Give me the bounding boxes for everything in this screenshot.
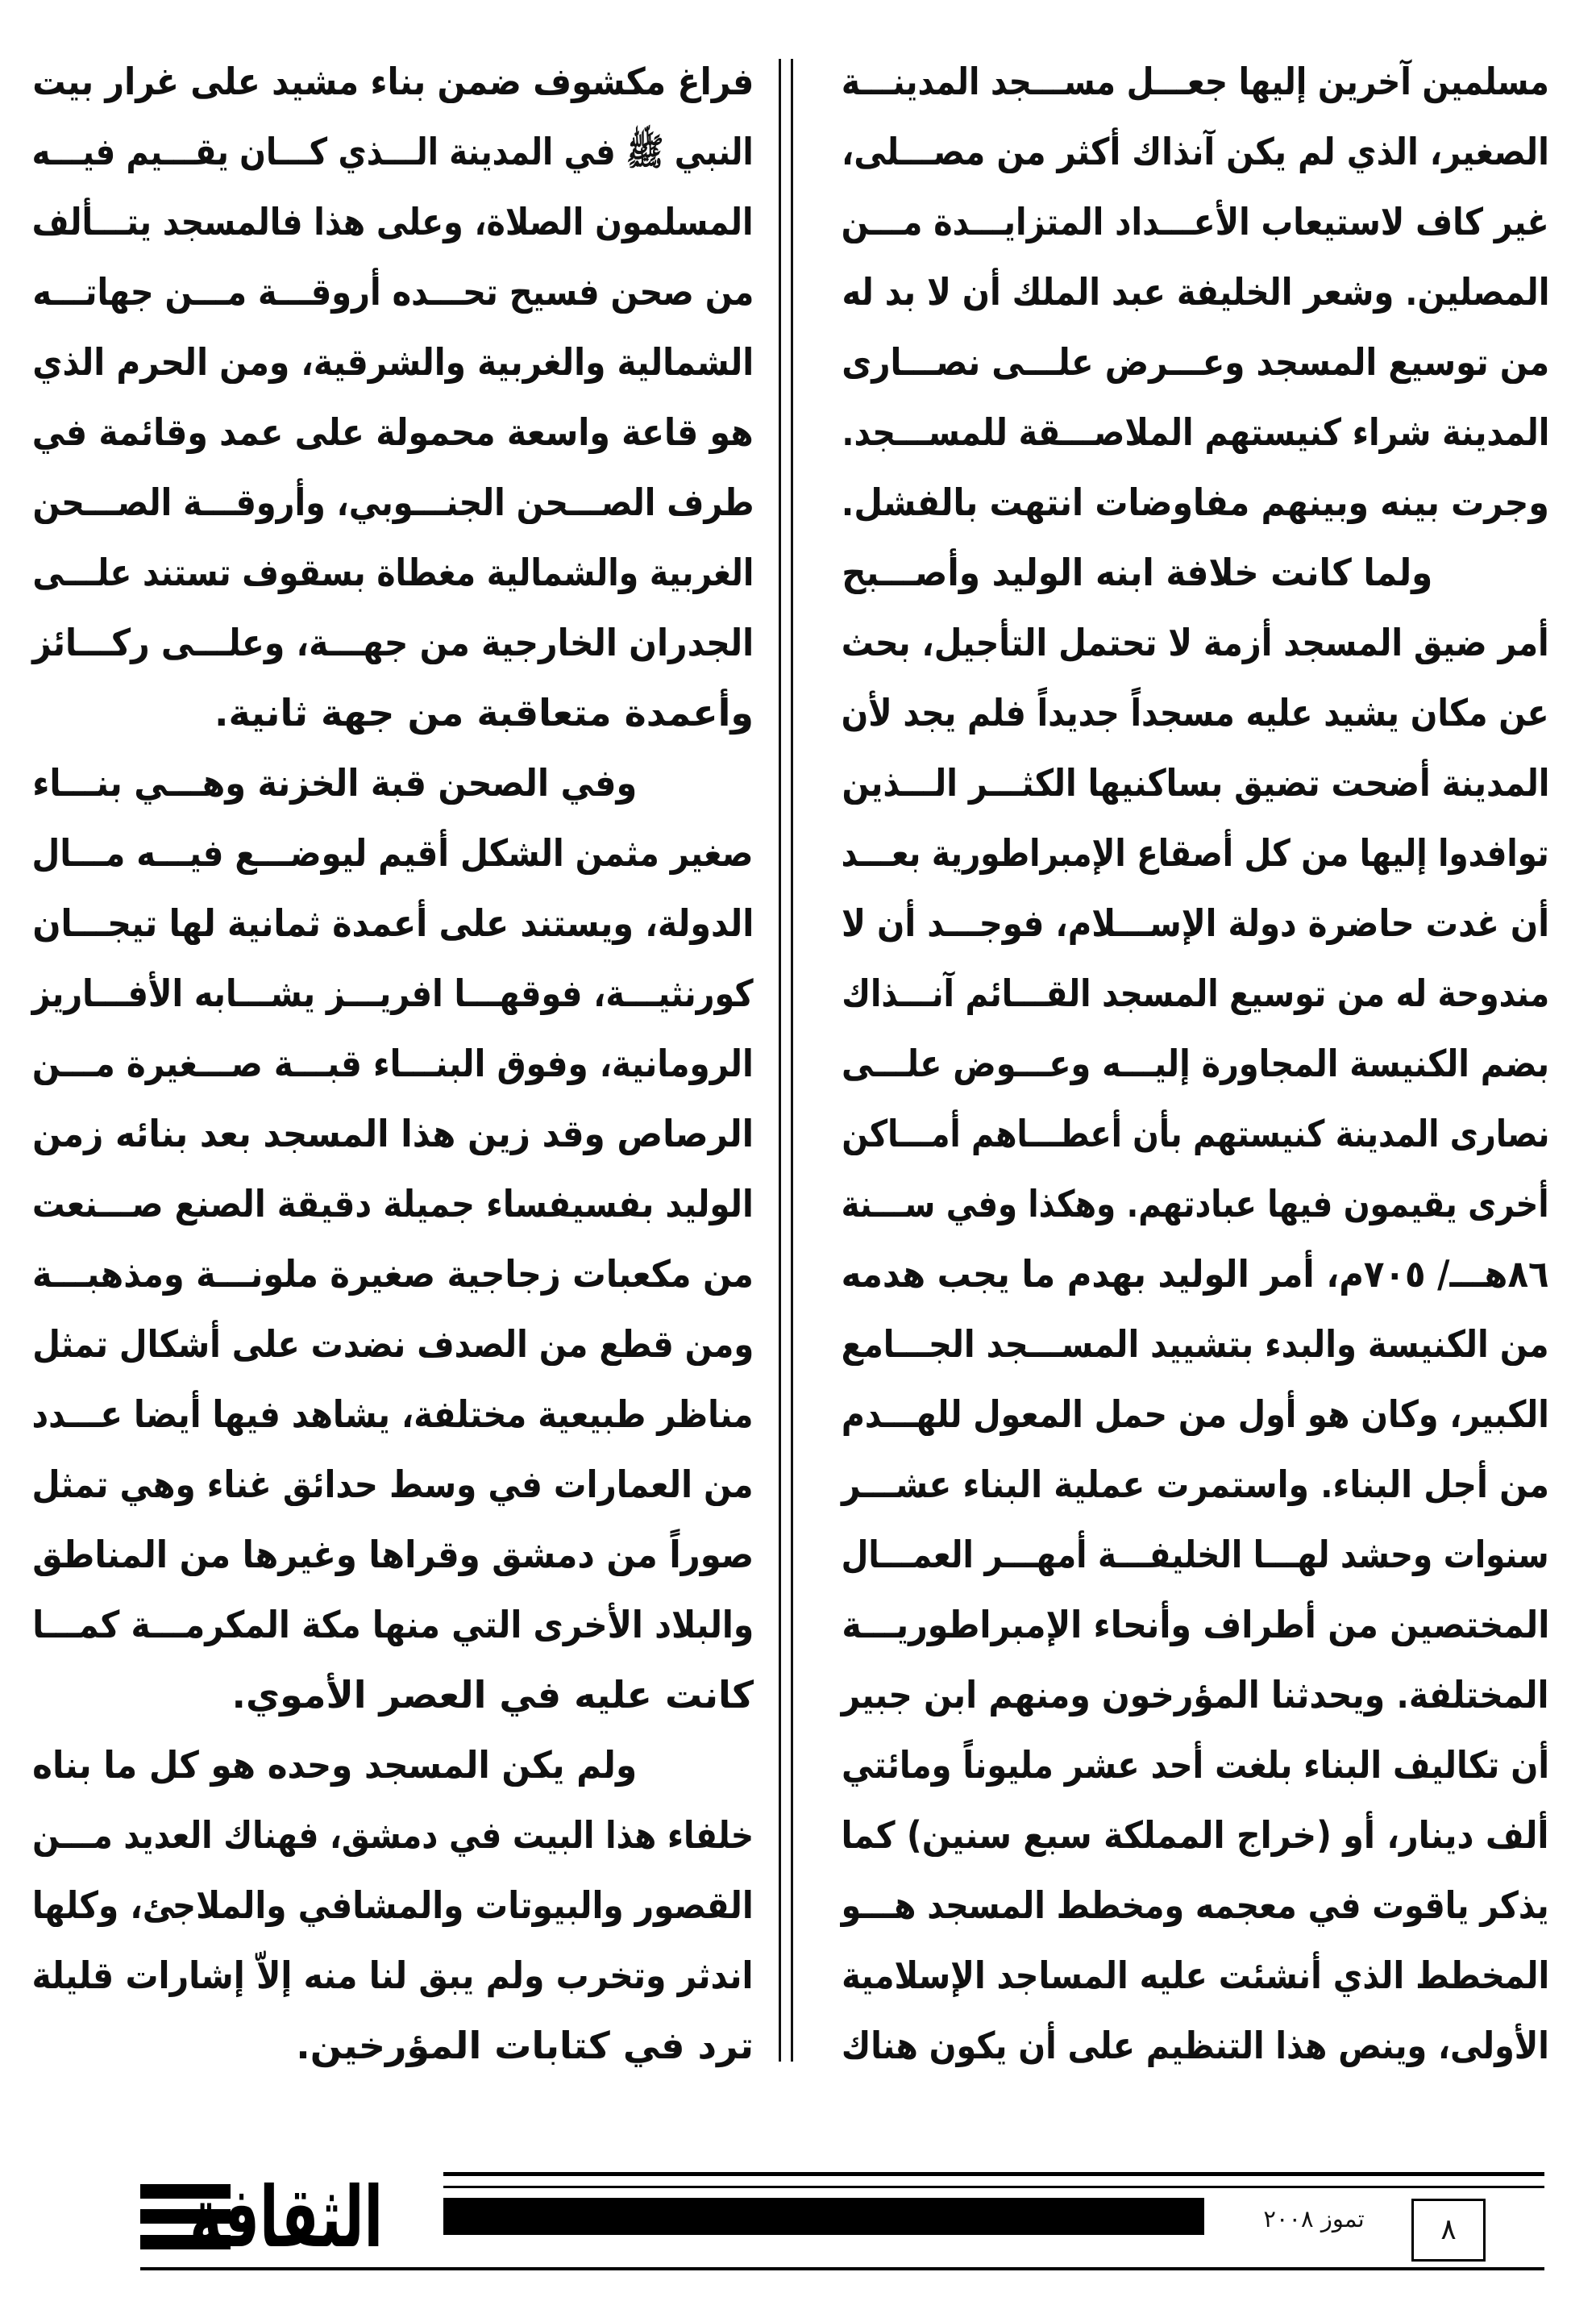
text-line — [842, 117, 1549, 187]
text-line-content: عن مكان يشيد عليه مسجداً جديداً فلم يجد لأن — [842, 691, 1549, 734]
paragraph — [32, 47, 754, 748]
text-line-content: المسلمون الصلاة، وعلى هذا فالمسجد يتـــألف — [32, 200, 754, 243]
text-line — [842, 1450, 1549, 1520]
magazine-logo-text: الثقافة — [189, 2168, 383, 2266]
column-divider-rule — [791, 59, 793, 2062]
text-line — [32, 1660, 754, 1730]
text-line-content: والبلاد الأخرى التي منها مكة المكرمـــة كمـــا — [32, 1603, 754, 1646]
text-line-content: النبي ﷺ في المدينة الـــذي كـــان يقـــيم فيـــه — [32, 130, 754, 173]
text-line-content: طرف الصـــحن الجنـــوبي، وأروقـــة الصـــحن — [32, 481, 754, 524]
text-line-content: توافدوا إليها من كل أصقاع الإمبراطورية بعـــد — [842, 831, 1549, 875]
text-line — [842, 818, 1549, 888]
text-line — [842, 1941, 1549, 2011]
text-line-content: أن غدت حاضرة دولة الإســـلام، فوجـــد أن لا — [842, 901, 1549, 945]
text-line-content: كورنثيـــة، فوقهـــا افريـــز يشـــابه الأفـــاريز — [32, 972, 754, 1015]
text-line-content: المدينة أضحت تضيق بساكنيها الكثـــر الـــذين — [842, 761, 1549, 805]
text-line-content: أخرى يقيمون فيها عبادتهم. وهكذا وفي ســـنة — [842, 1182, 1549, 1226]
text-line-content: المدينة شراء كنيستهم الملاصـــقة للمســـجد. — [842, 410, 1549, 454]
footer-bottom-rule — [140, 2267, 1544, 2270]
text-line-content: الكبير، وكان هو أول من حمل المعول للهـــدم — [842, 1392, 1549, 1436]
text-line-content: بضم الكنيسة المجاورة إليـــه وعـــوض علـــى — [842, 1042, 1549, 1085]
text-line-content: ٨٦هـــ/ ٧٠٥م، أمر الوليد بهدم ما يجب هدمه — [842, 1252, 1549, 1296]
text-line — [32, 538, 754, 608]
text-line — [32, 1099, 754, 1169]
text-line — [842, 1379, 1549, 1450]
text-line — [32, 888, 754, 959]
text-line — [32, 748, 754, 818]
footer-top-rule — [443, 2186, 1544, 2188]
text-line — [842, 468, 1549, 538]
text-line — [842, 1800, 1549, 1870]
paragraph — [842, 47, 1549, 538]
paragraph — [32, 1730, 754, 2081]
magazine-logo — [189, 2167, 432, 2267]
text-line-content: الشمالية والغربية والشرقية، ومن الحرم الذي — [32, 340, 754, 384]
text-line-content: خلفاء هذا البيت في دمشق، فهناك العديد مـــن — [32, 1813, 754, 1857]
text-line — [842, 608, 1549, 678]
text-line-content: ألف دينار، أو (خراج المملكة سبع سنين) كما — [842, 1813, 1549, 1857]
text-line — [32, 257, 754, 327]
text-line-content: فراغ مكشوف ضمن بناء مشيد على غرار بيت — [32, 60, 754, 103]
text-line-content: ولما كانت خلافة ابنه الوليد وأصـــبح — [842, 551, 1432, 594]
text-line — [32, 678, 754, 748]
text-line-content: الرومانية، وفوق البنـــاء قبـــة صـــغيرة مـــن — [32, 1042, 754, 1085]
footer-thick-band — [443, 2198, 1204, 2235]
text-line-content: المصلين. وشعر الخليفة عبد الملك أن لا بد له — [842, 270, 1549, 314]
text-line-content: الدولة، ويستند على أعمدة ثمانية لها تيجـــان — [32, 901, 754, 945]
footer-top-rule — [443, 2172, 1544, 2176]
column-divider-rule — [779, 59, 781, 2062]
text-line-content: الوليد بفسيفساء جميلة دقيقة الصنع صـــنعت — [32, 1182, 754, 1226]
text-column-right — [842, 47, 1549, 2081]
text-line-content: يذكر ياقوت في معجمه ومخطط المسجد هـــو — [842, 1883, 1549, 1927]
text-line — [32, 1029, 754, 1099]
text-line — [842, 1169, 1549, 1239]
text-line-content: الغربية والشمالية مغطاة بسقوف تستند علـــى — [32, 551, 754, 594]
text-line-content: من الكنيسة والبدء بتشييد المســـجد الجـــامع — [842, 1322, 1549, 1366]
text-line-content: ولم يكن المسجد وحده هو كل ما بناه — [32, 1743, 637, 1787]
text-line — [32, 1520, 754, 1590]
paragraph — [842, 538, 1549, 2081]
text-line-content: نصارى المدينة كنيستهم بأن أعطـــاهم أمـــاكن — [842, 1112, 1549, 1155]
text-line — [32, 1800, 754, 1870]
text-line-content: وجرت بينه وبينهم مفاوضات انتهت بالفشل. — [842, 481, 1549, 524]
text-line-content: هو قاعة واسعة محمولة على عمد وقائمة في — [32, 410, 754, 454]
text-line — [32, 818, 754, 888]
text-line-content: من أجل البناء. واستمرت عملية البناء عشـــر — [842, 1463, 1549, 1506]
text-line — [32, 1309, 754, 1379]
text-line — [32, 1239, 754, 1309]
text-line-content: مسلمين آخرين إليها جعـــل مســـجد المدينـــة — [842, 60, 1549, 103]
text-line — [32, 187, 754, 257]
text-line — [842, 678, 1549, 748]
text-line — [842, 748, 1549, 818]
text-line-content: كانت عليه في العصر الأموي. — [231, 1673, 754, 1717]
text-line — [842, 1239, 1549, 1309]
text-line — [842, 1309, 1549, 1379]
text-line — [32, 117, 754, 187]
text-line — [842, 1660, 1549, 1730]
text-line — [32, 1941, 754, 2011]
text-line — [842, 47, 1549, 117]
text-line — [842, 888, 1549, 959]
text-line-content: الرصاص وقد زين هذا المسجد بعد بنائه زمن — [32, 1112, 754, 1155]
text-line-content: صوراً من دمشق وقراها وغيرها من المناطق — [32, 1533, 754, 1576]
text-line — [842, 1029, 1549, 1099]
text-line-content: مندوحة له من توسيع المسجد القـــائم آنـــذاك — [842, 972, 1549, 1015]
text-line — [32, 608, 754, 678]
text-line — [842, 1730, 1549, 1800]
page-number: ٨ — [1440, 2213, 1457, 2246]
issue-date: تموز ٢٠٠٨ — [1263, 2205, 1365, 2233]
text-line — [842, 397, 1549, 468]
text-line — [842, 187, 1549, 257]
page-number-box — [1411, 2199, 1486, 2262]
text-line — [32, 397, 754, 468]
text-line — [842, 2011, 1549, 2081]
text-line — [32, 1590, 754, 1660]
text-line-content: المخطط الذي أنشئت عليه المساجد الإسلامية — [842, 1954, 1549, 1997]
text-line-content: الأولى، وينص هذا التنظيم على أن يكون هناك — [842, 2024, 1549, 2067]
text-line — [842, 257, 1549, 327]
text-line-content: الجدران الخارجية من جهـــة، وعلـــى ركـــائز — [32, 621, 754, 664]
text-line — [32, 1870, 754, 1941]
text-line-content: صغير مثمن الشكل أقيم ليوضـــع فيـــه مـــال — [32, 831, 754, 875]
text-line — [32, 1379, 754, 1450]
text-line — [32, 2011, 754, 2081]
text-line-content: مناظر طبيعية مختلفة، يشاهد فيها أيضا عـــدد — [32, 1392, 754, 1436]
text-line-content: اندثر وتخرب ولم يبق لنا منه إلاّ إشارات قليلة — [32, 1954, 754, 1997]
text-line-content: القصور والبيوتات والمشافي والملاجئ، وكلها — [32, 1883, 754, 1927]
text-line — [32, 468, 754, 538]
text-line — [842, 1870, 1549, 1941]
text-line — [32, 1169, 754, 1239]
text-line-content: ترد في كتابات المؤرخين. — [296, 2024, 754, 2067]
text-line — [32, 1450, 754, 1520]
text-line — [32, 1730, 754, 1800]
text-line-content: من مكعبات زجاجية صغيرة ملونـــة ومذهبـــة — [32, 1252, 754, 1296]
text-line — [32, 959, 754, 1029]
text-line-content: غير كاف لاستيعاب الأعـــداد المتزايـــدة مـــن — [842, 200, 1549, 243]
text-line-content: أن تكاليف البناء بلغت أحد عشر مليوناً ومائتي — [842, 1743, 1549, 1787]
text-line-content: من صحن فسيح تحـــده أروقـــة مـــن جهاتـــه — [32, 270, 754, 314]
text-line — [32, 327, 754, 397]
text-line — [32, 47, 754, 117]
text-line-content: وأعمدة متعاقبة من جهة ثانية. — [214, 691, 754, 734]
text-line-content: ومن قطع من الصدف نضدت على أشكال تمثل — [32, 1322, 754, 1366]
text-line — [842, 959, 1549, 1029]
text-line-content: أمر ضيق المسجد أزمة لا تحتمل التأجيل، بحث — [842, 621, 1549, 664]
paragraph — [32, 748, 754, 1730]
text-line — [842, 1520, 1549, 1590]
text-line — [842, 538, 1549, 608]
text-line-content: وفي الصحن قبة الخزنة وهـــي بنـــاء — [32, 761, 637, 805]
text-column-left — [32, 47, 754, 2081]
text-line-content: المختصين من أطراف وأنحاء الإمبراطوريـــة — [842, 1603, 1549, 1646]
text-line — [842, 327, 1549, 397]
text-line-content: من توسيع المسجد وعـــرض علـــى نصـــارى — [842, 340, 1549, 384]
text-line-content: الصغير، الذي لم يكن آنذاك أكثر من مصـــلى، — [842, 130, 1549, 173]
text-line — [842, 1099, 1549, 1169]
text-line-content: سنوات وحشد لهـــا الخليفـــة أمهـــر العمـــال — [842, 1533, 1549, 1576]
text-line-content: من العمارات في وسط حدائق غناء وهي تمثل — [32, 1463, 754, 1506]
text-line-content: المختلفة. ويحدثنا المؤرخون ومنهم ابن جبير — [842, 1673, 1549, 1717]
text-line — [842, 1590, 1549, 1660]
